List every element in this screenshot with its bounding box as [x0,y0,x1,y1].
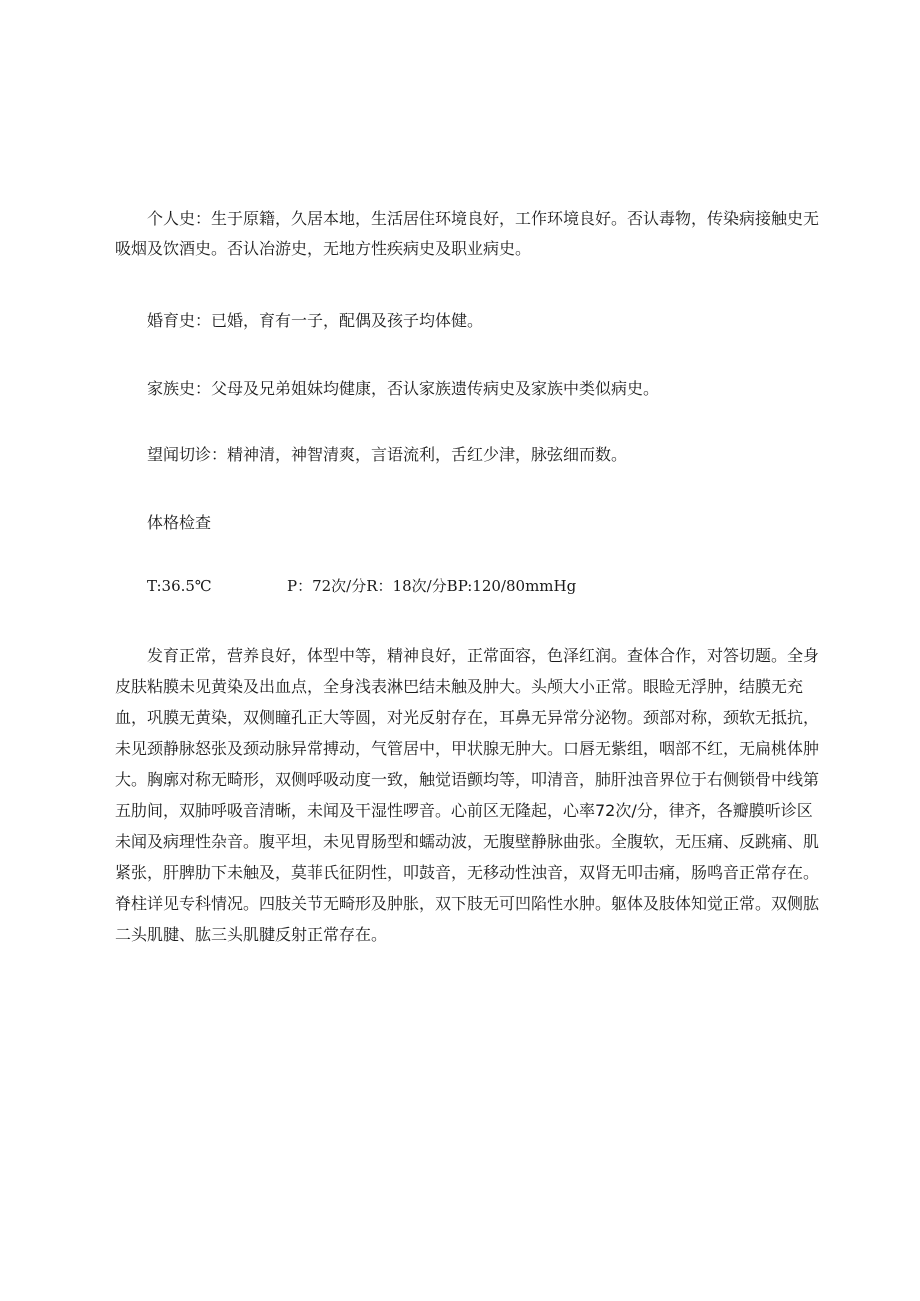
family-history: 家族史：父母及兄弟姐妹均健康，否认家族遗传病史及家族中类似病史。 [147,379,660,398]
temperature-value: T:36.5℃ [147,577,212,595]
pulse-resp-bp-values: P：72次/分R：18次/分BP:120/80mmHg [287,577,577,595]
tcm-diagnosis: 望闻切诊：精神清，神智清爽，言语流利，舌红少津，脉弦细而数。 [147,445,628,464]
marital-history: 婚育史：已婚，育有一子，配偶及孩子均体健。 [147,311,484,330]
vital-signs [147,574,576,598]
exam-heading: 体格检查 [147,513,212,532]
physical-exam-findings: 发育正常，营养良好，体型中等，精神良好，正常面容，色泽红润。查体合作，对答切题。全身皮肤粘膜未见黄染及出血点，全身浅表淋巴结未触及肿大。头颅大小正常。眼睑无浮肿，结膜无充血，巩膜无黄染，双侧瞳孔正大等圆，对光反射存在，耳鼻无异常分泌物。颈部对称，颈软无抵抗，未见颈静脉怒张及颈动脉异常搏动，气管居中，甲状腺无肿大。口唇无紫组，咽部不红，无扁桃体肿大。胸廓对称无畸形，双侧呼吸动度一致，触觉语颤均等，叩清音，肺肝浊音界位于右侧锁骨中线第五肋间，双肺呼吸音清晰，未闻及干湿性啰音。心前区无隆起，心率72次/分，律齐，各瓣膜听诊区未闻及病理性杂音。腹平坦，未见胃肠型和蠕动波，无腹壁静脉曲张。全腹软，无压痛、反跳痛、肌紧张，肝脾肋下未触及，莫菲氏征阴性，叩鼓音，无移动性浊音，双肾无叩击痛，肠鸣音正常存在。脊柱详见专科情况。四肢关节无畸形及肿胀，双下肢无可凹陷性水肿。躯体及肢体知觉正常。双侧肱二头肌腱、肱三头肌腱反射正常存在。 [115,646,820,944]
personal-history: 个人史：生于原籍，久居本地，生活居住环境良好，工作环境良好。否认毒物，传染病接触史无吸烟及饮酒史。否认冶游史，无地方性疾病史及职业病史。 [115,209,820,258]
